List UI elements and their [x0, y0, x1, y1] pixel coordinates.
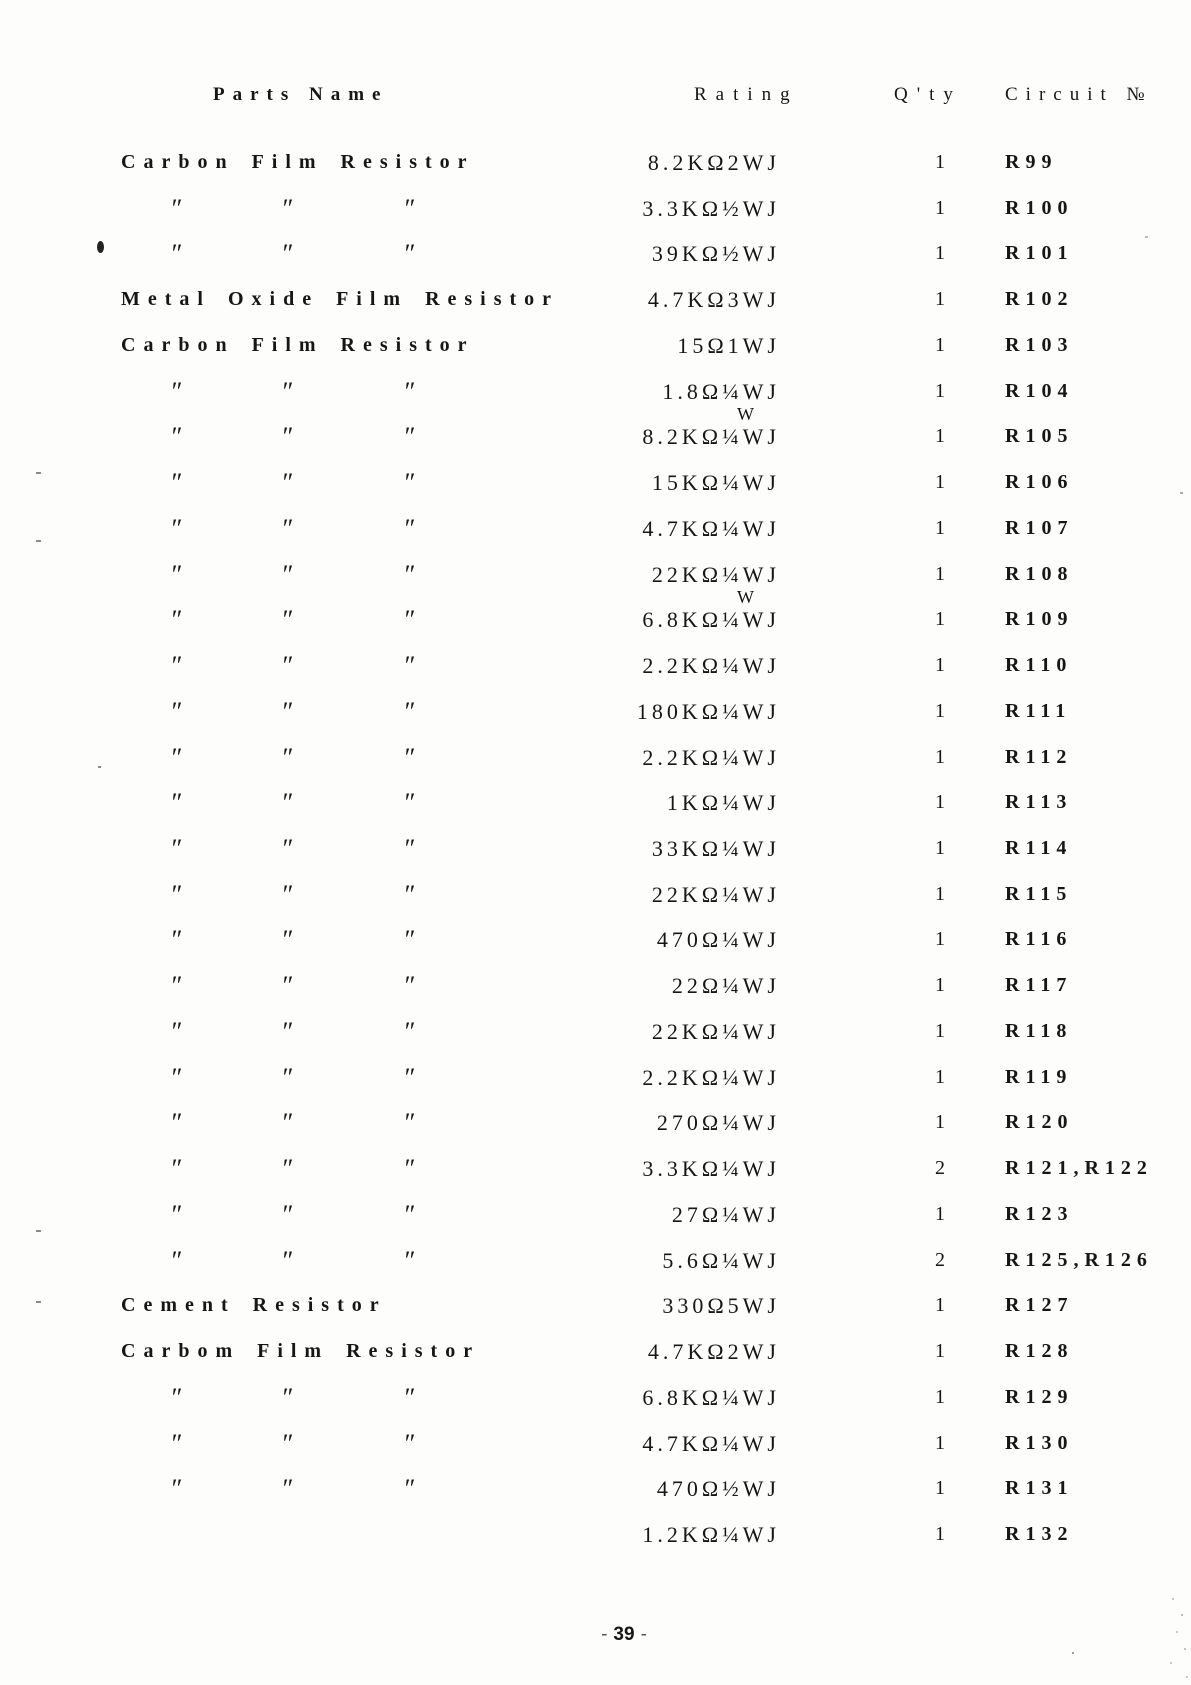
circuit-number-cell: R103	[1005, 333, 1074, 356]
ditto-mark: ″	[403, 1108, 414, 1138]
ditto-mark: ″	[403, 1382, 414, 1412]
rating-value: 330Ω5WJ	[662, 1293, 780, 1319]
ditto-mark: ″	[403, 1428, 414, 1458]
circuit-number-cell: R120	[1005, 1111, 1074, 1134]
circuit-number-cell: R100	[1005, 196, 1074, 219]
table-row	[0, 735, 1191, 781]
ditto-mark: ″	[170, 513, 181, 543]
table-row	[0, 1283, 1191, 1329]
circuit-number-cell: R112	[1005, 745, 1073, 768]
rating-cell	[540, 872, 780, 918]
rating-value: 1.2KΩ¼WJ	[642, 1522, 780, 1548]
column-header-circuit-number: Circuit №	[1005, 84, 1153, 105]
ditto-mark: ″	[170, 651, 181, 681]
quantity-cell: 1	[935, 196, 945, 219]
circuit-number-cell: R118	[1005, 1019, 1073, 1042]
circuit-number-cell: R106	[1005, 471, 1074, 494]
rating-cell	[540, 826, 780, 872]
quantity-cell: 1	[935, 1340, 945, 1363]
rating-cell	[540, 369, 780, 424]
circuit-number-cell: R101	[1005, 242, 1074, 265]
table-row	[0, 872, 1191, 918]
quantity-cell: 1	[935, 1431, 945, 1454]
rating-value: 470Ω½WJ	[656, 1476, 780, 1502]
part-name: Carbon Film Resistor	[121, 333, 475, 356]
table-row	[0, 963, 1191, 1009]
part-name: Cement Resistor	[121, 1294, 387, 1317]
ditto-mark: ″	[170, 559, 181, 589]
quantity-cell: 1	[935, 379, 945, 402]
circuit-number-cell: R99	[1005, 151, 1058, 173]
rating-value: 2.2KΩ¼WJ	[642, 1064, 780, 1090]
quantity-cell: 1	[935, 654, 945, 677]
ditto-mark: ″	[170, 971, 181, 1001]
scan-speck	[36, 1230, 41, 1232]
table-row	[0, 1146, 1191, 1192]
rating-value: 5.6Ω¼WJ	[662, 1247, 780, 1273]
circuit-number-cell: R132	[1005, 1523, 1074, 1546]
circuit-number-cell: R105	[1005, 425, 1074, 448]
rating-value: 22Ω¼WJ	[671, 973, 780, 999]
ditto-mark: ″	[170, 422, 181, 452]
circuit-number-cell: R102	[1005, 288, 1074, 311]
scan-speck	[1170, 1662, 1172, 1664]
scan-speck	[1180, 492, 1183, 494]
rating-cell	[540, 277, 780, 323]
circuit-number-cell: R125,R126	[1005, 1248, 1153, 1271]
page-number-left-dash: -	[601, 1624, 608, 1645]
rating-value: 1.8Ω¼WJ	[662, 378, 780, 404]
rating-cell	[540, 689, 780, 735]
ditto-mark: ″	[403, 925, 414, 955]
ditto-mark: ″	[403, 788, 414, 818]
ditto-mark: ″	[170, 1245, 181, 1275]
rating-cell	[540, 323, 780, 369]
table-row	[0, 917, 1191, 963]
ditto-mark: ″	[403, 1062, 414, 1092]
ditto-mark: ″	[170, 879, 181, 909]
circuit-number-cell: R127	[1005, 1294, 1074, 1317]
quantity-cell: 1	[935, 699, 945, 722]
ditto-mark: ″	[281, 1245, 292, 1275]
rating-value: 4.7KΩ3WJ	[647, 287, 780, 313]
quantity-cell: 1	[935, 882, 945, 905]
table-row	[0, 689, 1191, 735]
circuit-number-cell: R130	[1005, 1431, 1074, 1454]
rating-value: 8.2KΩ2WJ	[647, 150, 780, 175]
rating-value: 22KΩ¼WJ	[651, 881, 780, 907]
ditto-mark: ″	[403, 742, 414, 772]
table-row	[0, 323, 1191, 369]
table-row	[0, 597, 1191, 643]
ditto-mark: ″	[281, 651, 292, 681]
rating-cell	[540, 140, 780, 186]
quantity-cell: 1	[935, 928, 945, 951]
ditto-mark: ″	[403, 468, 414, 498]
rating-cell	[540, 460, 780, 506]
circuit-number-cell: R111	[1005, 699, 1072, 722]
quantity-cell: 1	[935, 1294, 945, 1317]
overprint-mark: W	[737, 586, 754, 607]
ditto-mark: ″	[170, 1474, 181, 1504]
scan-speck	[1181, 1614, 1183, 1616]
table-row	[0, 414, 1191, 460]
ditto-mark: ″	[170, 239, 181, 269]
rating-cell	[540, 1329, 780, 1375]
quantity-cell: 1	[935, 837, 945, 860]
ditto-mark: ″	[170, 696, 181, 726]
ditto-mark: ″	[281, 422, 292, 452]
circuit-number-cell: R121,R122	[1005, 1157, 1153, 1180]
circuit-number-cell: R108	[1005, 562, 1074, 585]
quantity-cell: 1	[935, 516, 945, 539]
table-row	[0, 1421, 1191, 1467]
ditto-mark: ″	[403, 971, 414, 1001]
quantity-cell: 1	[935, 471, 945, 494]
ditto-mark: ″	[281, 1062, 292, 1092]
ditto-mark: ″	[403, 1245, 414, 1275]
ditto-mark: ″	[281, 376, 292, 406]
page-number-value: 39	[613, 1624, 635, 1645]
ditto-mark: ″	[281, 788, 292, 818]
ditto-mark: ″	[281, 1108, 292, 1138]
part-name: Carbom Film Resistor	[121, 1340, 481, 1363]
page-number-right-dash: -	[640, 1624, 647, 1645]
ditto-mark: ″	[281, 605, 292, 635]
ditto-mark: ″	[170, 605, 181, 635]
ditto-mark: ″	[281, 193, 292, 223]
page-number	[564, 1622, 684, 1648]
ditto-mark: ″	[281, 696, 292, 726]
table-row	[0, 780, 1191, 826]
quantity-cell: 1	[935, 1111, 945, 1134]
table-row	[0, 369, 1191, 424]
quantity-cell: 2	[935, 1157, 945, 1180]
rating-cell	[540, 735, 780, 781]
rating-value: 15KΩ¼WJ	[651, 470, 780, 496]
rating-value: 39KΩ½WJ	[651, 241, 780, 267]
ditto-mark: ″	[281, 742, 292, 772]
quantity-cell: 1	[935, 608, 945, 631]
quantity-cell: 1	[935, 151, 945, 173]
scan-speck	[1186, 1676, 1188, 1678]
table-row	[0, 552, 1191, 607]
rating-value: 180KΩ¼WJ	[636, 698, 780, 724]
column-header-rating: Rating	[694, 84, 799, 105]
ditto-mark: ″	[403, 513, 414, 543]
quantity-cell: 2	[935, 1248, 945, 1271]
circuit-number-cell: R129	[1005, 1385, 1074, 1408]
circuit-number-cell: R128	[1005, 1340, 1074, 1363]
ditto-mark: ″	[170, 1154, 181, 1184]
ditto-mark: ″	[170, 1016, 181, 1046]
rating-cell	[540, 1146, 780, 1192]
part-name: Metal Oxide Film Resistor	[121, 288, 560, 311]
quantity-cell: 1	[935, 1523, 945, 1546]
rating-value: 4.7KΩ¼WJ	[642, 515, 780, 541]
quantity-cell: 1	[935, 425, 945, 448]
quantity-cell: 1	[935, 242, 945, 265]
circuit-number-cell: R104	[1005, 379, 1074, 402]
scan-speck	[97, 241, 104, 253]
scan-speck	[1072, 1652, 1074, 1654]
ditto-mark: ″	[281, 239, 292, 269]
ditto-mark: ″	[281, 513, 292, 543]
ditto-mark: ″	[403, 1199, 414, 1229]
scan-speck	[36, 472, 41, 474]
rating-cell	[540, 597, 780, 643]
table-row	[0, 1055, 1191, 1101]
ditto-mark: ″	[403, 1016, 414, 1046]
quantity-cell: 1	[935, 333, 945, 356]
table-row	[0, 1238, 1191, 1284]
ditto-mark: ″	[170, 742, 181, 772]
table-row	[0, 1375, 1191, 1421]
rating-cell	[540, 186, 780, 232]
quantity-cell: 1	[935, 1065, 945, 1088]
rating-cell	[540, 552, 780, 607]
ditto-mark: ″	[281, 1199, 292, 1229]
circuit-number-cell: R110	[1005, 654, 1073, 677]
table-row	[0, 1100, 1191, 1146]
ditto-mark: ″	[281, 1154, 292, 1184]
ditto-mark: ″	[403, 239, 414, 269]
rating-value: 1KΩ¼WJ	[666, 790, 780, 816]
table-row	[0, 231, 1191, 277]
rating-cell	[540, 643, 780, 689]
circuit-number-cell: R119	[1005, 1065, 1073, 1088]
scan-speck	[36, 1301, 41, 1303]
table-row	[0, 1192, 1191, 1238]
ditto-mark: ″	[170, 1062, 181, 1092]
scan-speck	[1172, 1598, 1174, 1600]
ditto-mark: ″	[281, 559, 292, 589]
ditto-mark: ″	[403, 559, 414, 589]
rating-value: 2.2KΩ¼WJ	[642, 744, 780, 770]
rating-cell	[540, 1238, 780, 1284]
quantity-cell: 1	[935, 974, 945, 997]
ditto-mark: ″	[281, 925, 292, 955]
ditto-mark: ″	[281, 1474, 292, 1504]
rating-value: 3.3KΩ¼WJ	[642, 1156, 780, 1182]
circuit-number-cell: R131	[1005, 1477, 1074, 1500]
circuit-number-cell: R113	[1005, 791, 1073, 814]
circuit-number-cell: R115	[1005, 882, 1073, 905]
ditto-mark: ″	[281, 1016, 292, 1046]
quantity-cell: 1	[935, 1019, 945, 1042]
scan-speck	[1184, 1648, 1186, 1650]
rating-cell	[540, 1375, 780, 1421]
rating-cell	[540, 1512, 780, 1558]
table-row	[0, 506, 1191, 552]
rating-cell	[540, 231, 780, 277]
ditto-mark: ″	[403, 651, 414, 681]
rating-value: 8.2KΩ¼WJ	[642, 424, 780, 450]
scan-speck	[1145, 236, 1148, 238]
ditto-mark: ″	[170, 376, 181, 406]
ditto-mark: ″	[403, 1154, 414, 1184]
circuit-number-cell: R117	[1005, 974, 1073, 997]
ditto-mark: ″	[170, 834, 181, 864]
table-row	[0, 460, 1191, 506]
circuit-number-cell: R123	[1005, 1202, 1074, 1225]
ditto-mark: ″	[403, 193, 414, 223]
rating-value: 27Ω¼WJ	[671, 1201, 780, 1227]
rating-cell	[540, 1283, 780, 1329]
table-row	[0, 1009, 1191, 1055]
table-row	[0, 1329, 1191, 1375]
quantity-cell: 1	[935, 562, 945, 585]
rating-cell	[540, 963, 780, 1009]
circuit-number-cell: R107	[1005, 516, 1074, 539]
ditto-mark: ″	[170, 925, 181, 955]
ditto-mark: ″	[403, 879, 414, 909]
table-row	[0, 140, 1191, 186]
rating-cell	[540, 917, 780, 963]
rating-cell	[540, 1466, 780, 1512]
circuit-number-cell: R116	[1005, 928, 1073, 951]
ditto-mark: ″	[170, 1108, 181, 1138]
ditto-mark: ″	[170, 468, 181, 498]
ditto-mark: ″	[281, 1428, 292, 1458]
rating-value: 3.3KΩ½WJ	[642, 195, 780, 221]
ditto-mark: ″	[281, 468, 292, 498]
rating-cell	[540, 1009, 780, 1055]
ditto-mark: ″	[403, 696, 414, 726]
quantity-cell: 1	[935, 1202, 945, 1225]
column-header-parts-name: Parts Name	[213, 84, 389, 105]
scan-speck	[98, 766, 101, 768]
ditto-mark: ″	[403, 422, 414, 452]
ditto-mark: ″	[170, 193, 181, 223]
rating-value: 2.2KΩ¼WJ	[642, 653, 780, 679]
ditto-mark: ″	[403, 376, 414, 406]
ditto-mark: ″	[403, 605, 414, 635]
rating-value: 4.7KΩ¼WJ	[642, 1430, 780, 1456]
ditto-mark: ″	[170, 788, 181, 818]
ditto-mark: ″	[281, 971, 292, 1001]
scan-speck	[1176, 1631, 1178, 1633]
quantity-cell: 1	[935, 1477, 945, 1500]
table-row	[0, 826, 1191, 872]
table-row	[0, 643, 1191, 689]
rating-value: 470Ω¼WJ	[656, 927, 780, 953]
table-row	[0, 1512, 1191, 1558]
scan-speck	[36, 540, 41, 542]
rating-cell	[540, 1192, 780, 1238]
ditto-mark: ″	[281, 879, 292, 909]
rating-cell	[540, 1100, 780, 1146]
overprint-mark: W	[737, 403, 754, 424]
ditto-mark: ″	[170, 1428, 181, 1458]
rating-value: 22KΩ¼WJ	[651, 561, 780, 587]
rating-cell	[540, 780, 780, 826]
rating-value: 6.8KΩ¼WJ	[642, 607, 780, 633]
rating-value: 4.7KΩ2WJ	[647, 1339, 780, 1365]
rating-value: 22KΩ¼WJ	[651, 1018, 780, 1044]
rating-cell	[540, 1055, 780, 1101]
circuit-number-cell: R109	[1005, 608, 1074, 631]
rating-cell	[540, 1421, 780, 1467]
circuit-number-cell: R114	[1005, 837, 1073, 860]
rating-cell	[540, 414, 780, 460]
quantity-cell: 1	[935, 288, 945, 311]
rating-value: 6.8KΩ¼WJ	[642, 1384, 780, 1410]
column-header-quantity: Q'ty	[894, 84, 962, 105]
rating-cell	[540, 506, 780, 552]
ditto-mark: ″	[170, 1382, 181, 1412]
quantity-cell: 1	[935, 1385, 945, 1408]
rating-value: 15Ω1WJ	[677, 332, 780, 358]
rating-value: 33KΩ¼WJ	[651, 836, 780, 862]
table-row	[0, 1466, 1191, 1512]
ditto-mark: ″	[281, 1382, 292, 1412]
ditto-mark: ″	[403, 834, 414, 864]
ditto-mark: ″	[403, 1474, 414, 1504]
quantity-cell: 1	[935, 745, 945, 768]
ditto-mark: ″	[170, 1199, 181, 1229]
table-row	[0, 186, 1191, 232]
part-name: Carbon Film Resistor	[121, 151, 475, 173]
ditto-mark: ″	[281, 834, 292, 864]
rating-value: 270Ω¼WJ	[656, 1110, 780, 1136]
quantity-cell: 1	[935, 791, 945, 814]
table-row	[0, 277, 1191, 323]
parts-table-body	[0, 140, 1191, 1558]
